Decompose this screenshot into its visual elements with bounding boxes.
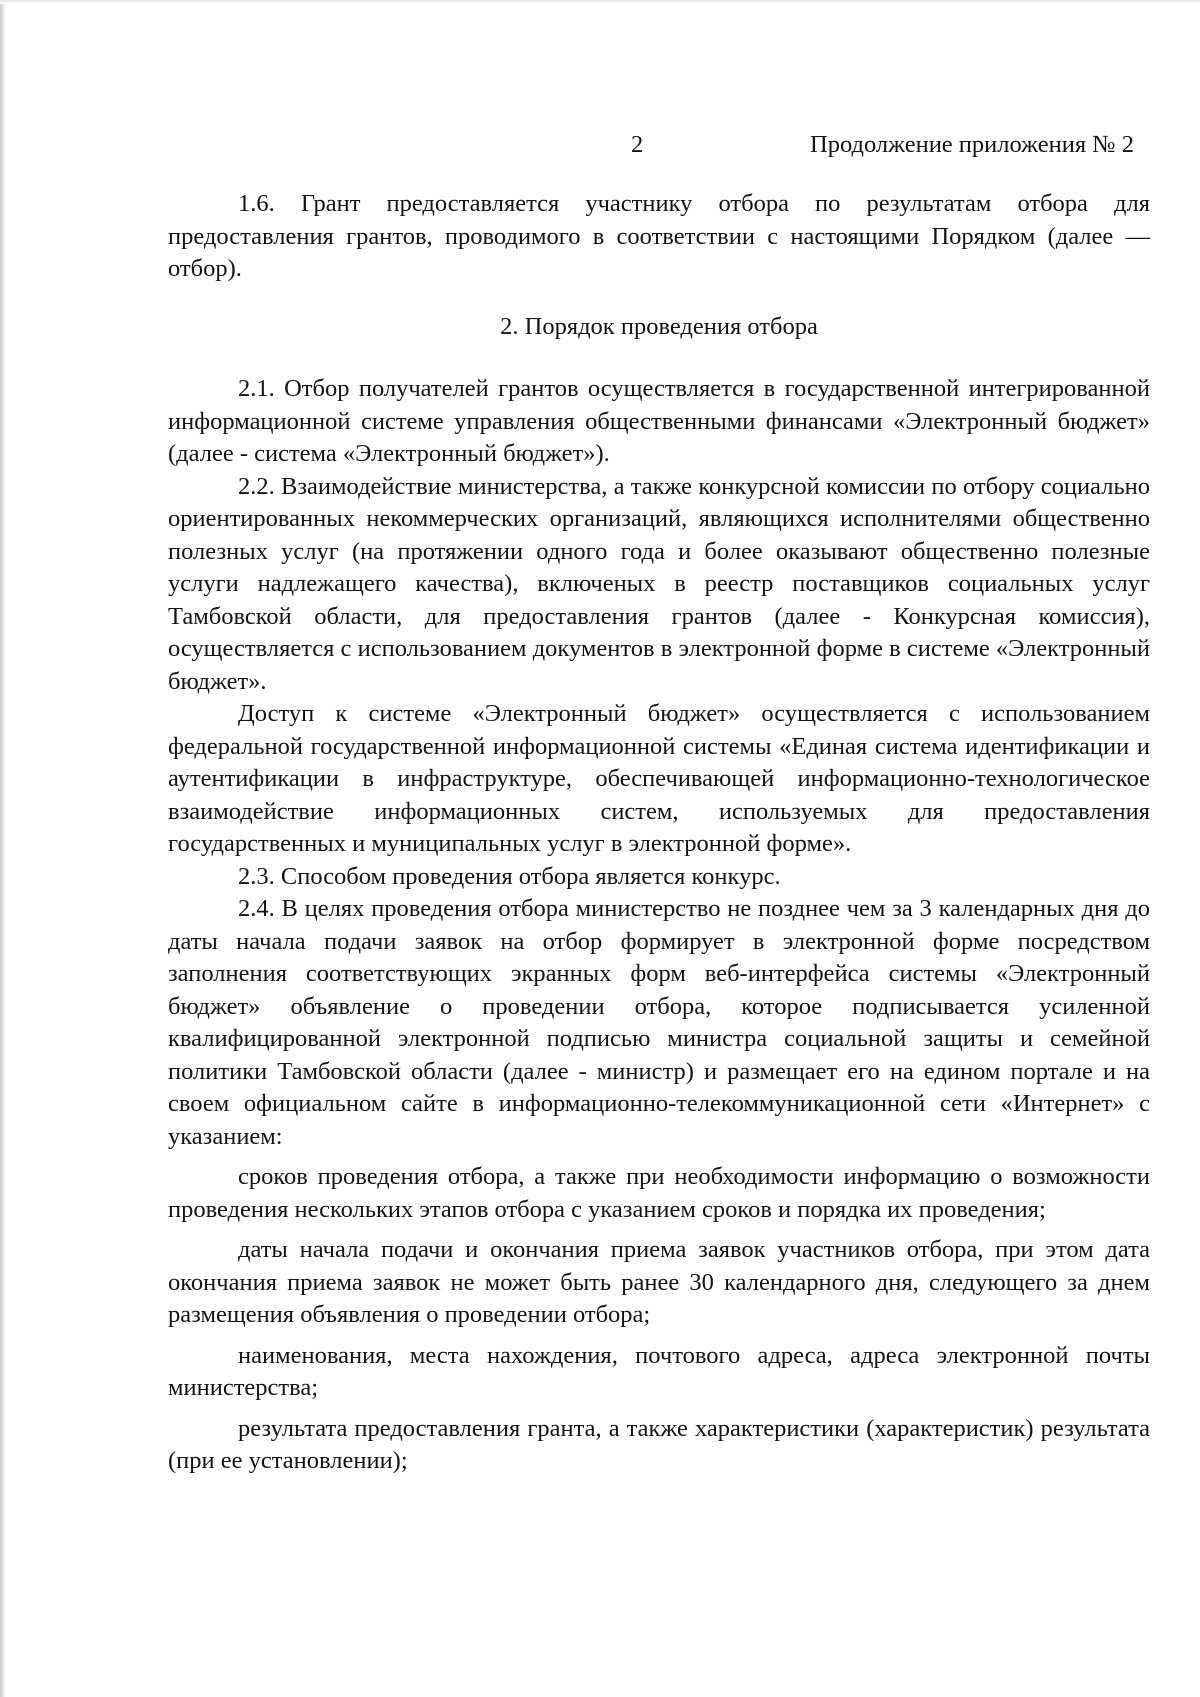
paragraph-2-2-access: Доступ к системе «Электронный бюджет» осуществляется с использованием федеральной государственной информационной системы «Единая система идентификации и аутентификации в инфраструктуре, обеспечивающей информационно-технологическое взаимодействие информационных систем, используемых для предоставления государственных и муниципальных услуг в электронной форме». <box>168 700 1150 857</box>
list-item-result: результата предоставления гранта, а также характеристики (характеристик) результата (при ее установлении); <box>168 1414 1150 1474</box>
page-number: 2 <box>631 131 644 158</box>
appendix-continuation-label: Продолжение приложения № 2 <box>810 131 1134 158</box>
scan-left-edge <box>0 0 6 1697</box>
paragraph-2-4: 2.4. В целях проведения отбора министерство не позднее чем за 3 календарных дня до даты начала подачи заявок на отбор формирует в электронной форме посредством заполнения соответствующих экранных форм веб-интерфейса системы «Электронный бюджет» объявление о проведении отбора, которое подписывается усиленной квалифицированной электронной подписью министра социальной защиты и семейной политики Тамбовской области (далее - министр) и размещает его на едином портале и на своем официальном сайте в информационно-телекоммуникационной сети «Интернет» с указанием: <box>168 895 1150 1150</box>
section-heading-2: 2. Порядок проведения отбора <box>500 312 818 340</box>
paragraph-1-6: 1.6. Грант предоставляется участнику отбора по результатам отбора для предоставления грантов, проводимого в соответствии с настоящими Порядком (далее — отбор). <box>168 190 1150 282</box>
list-item-dates: даты начала подачи и окончания приема заявок участников отбора, при этом дата окончания приема заявок не может быть ранее 30 календарного дня, следующего за днем размещения объявления о проведении отбора; <box>168 1236 1150 1328</box>
page-header <box>0 128 1200 162</box>
scan-top-edge <box>0 0 1200 4</box>
list-item-terms: сроков проведения отбора, а также при необходимости информацию о возможности проведения нескольких этапов отбора с указанием сроков и порядка их проведения; <box>168 1163 1150 1223</box>
list-item-name: наименования, места нахождения, почтового адреса, адреса электронной почты министерства; <box>168 1341 1150 1401</box>
paragraph-2-2: 2.2. Взаимодействие министерства, а также конкурсной комиссии по отбору социально ориентированных некоммерческих организаций, являющихся исполнителями общественно полезных услуг (на протяжении одного года и более оказывают общественно полезные услуги надлежащего качества), включеных в реестр поставщиков социальных услуг Тамбовской области, для предоставления грантов (далее - Конкурсная комиссия), осуществляется с использованием документов в электронной форме в системе «Электронный бюджет». <box>168 472 1150 695</box>
paragraph-2-3: 2.3. Способом проведения отбора является конкурс. <box>238 862 781 890</box>
document-body <box>168 188 1150 1478</box>
paragraph-2-1: 2.1. Отбор получателей грантов осуществляется в государственной интегрированной информационной системе управления общественными финансами «Электронный бюджет» (далее - система «Электронный бюджет»). <box>168 375 1150 467</box>
